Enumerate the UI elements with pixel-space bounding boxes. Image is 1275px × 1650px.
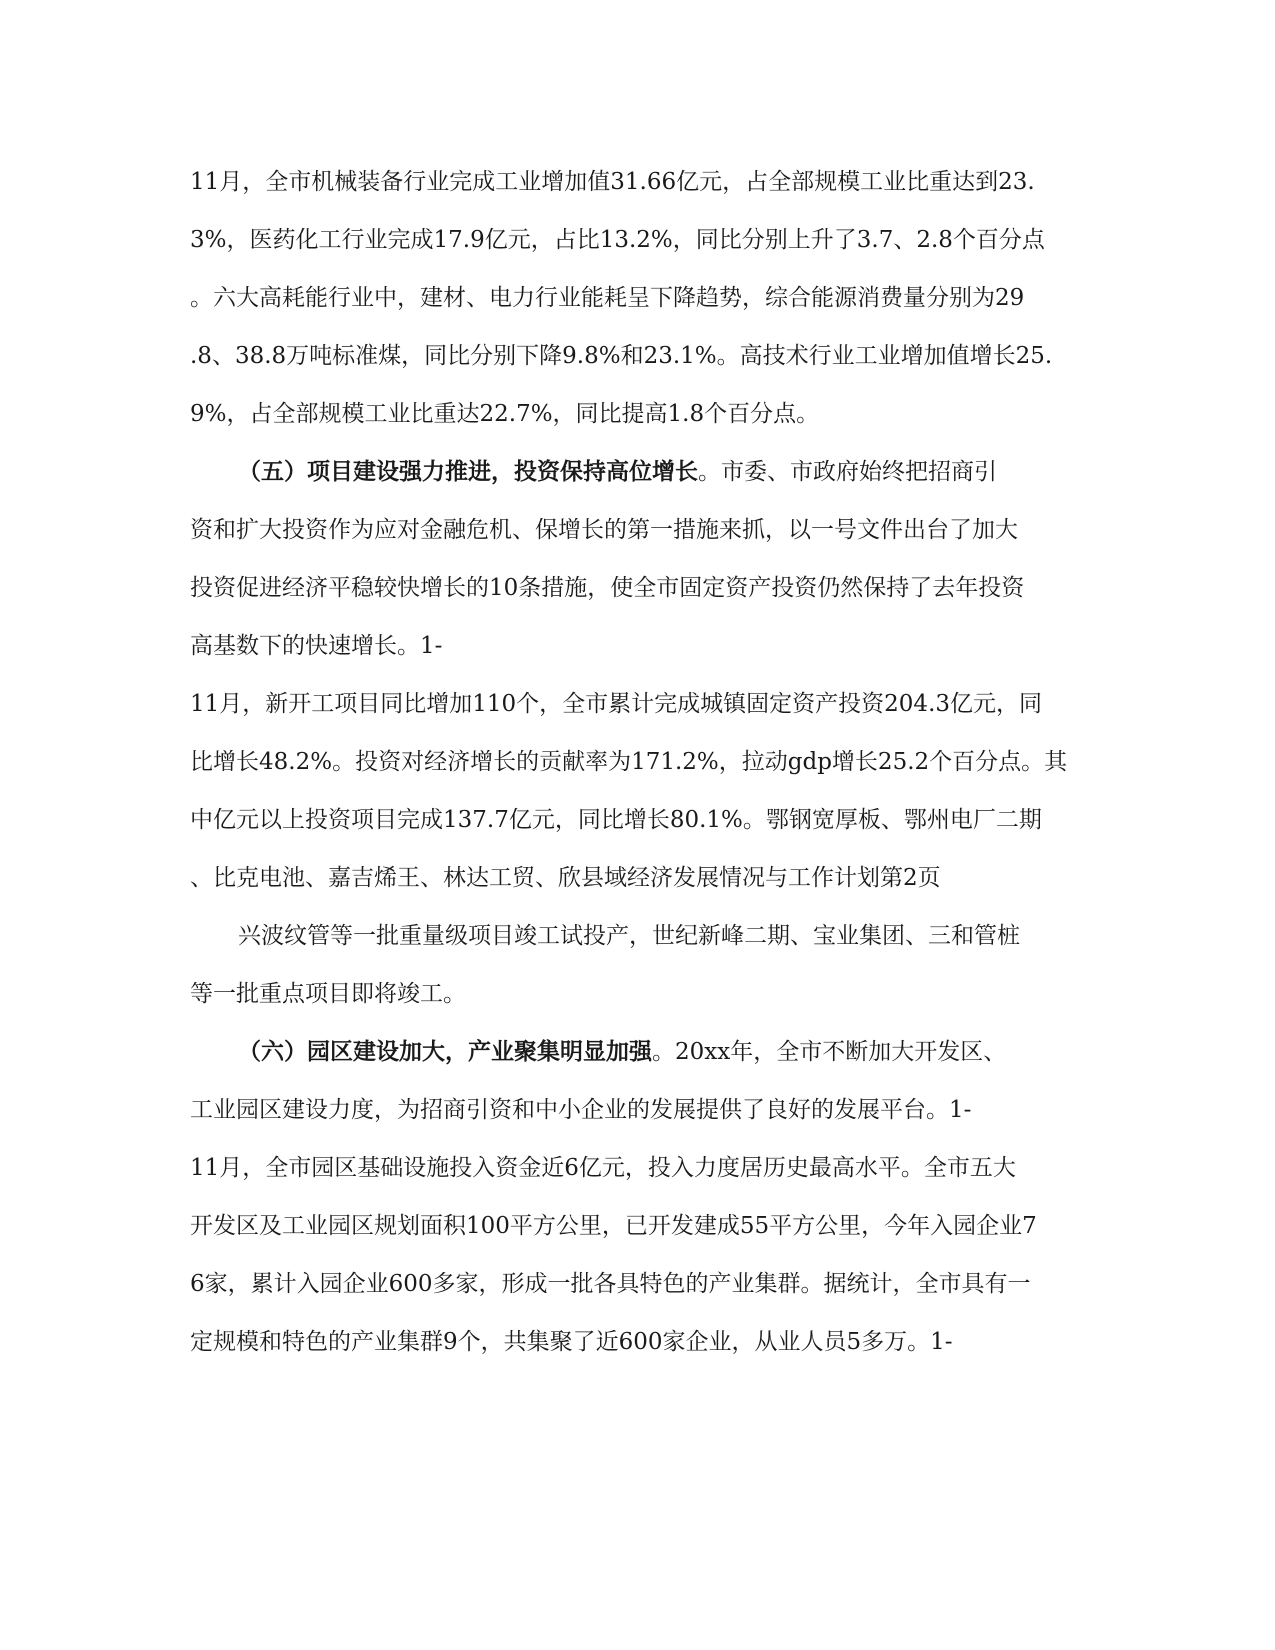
section-5-heading: （五）项目建设强力推进，投资保持高位增长 (238, 458, 698, 485)
paragraph-2-line-7: 中亿元以上投资项目完成137.7亿元，同比增长80.1%。鄂钢宽厚板、鄂州电厂二期 (190, 807, 1042, 833)
paragraph-1-line-3: 。六大高耗能行业中，建材、电力行业能耗呈下降趋势，综合能源消费量分别为29 (190, 285, 1025, 311)
paragraph-4-line-2: 工业园区建设力度，为招商引资和中小企业的发展提供了良好的发展平台。1- (190, 1097, 972, 1123)
paragraph-4-line-1 (238, 1032, 1006, 1072)
paragraph-2-line-1-text: 。市委、市政府始终把招商引 (698, 459, 997, 485)
paragraph-2-line-6: 比增长48.2%。投资对经济增长的贡献率为171.2%，拉动gdp增长25.2个百分点。其 (190, 749, 1068, 775)
paragraph-3-line-2: 等一批重点项目即将竣工。 (190, 981, 466, 1007)
paragraph-2-line-5: 11月，新开工项目同比增加110个，全市累计完成城镇固定资产投资204.3亿元，同 (190, 691, 1043, 717)
paragraph-2-line-3: 投资促进经济平稳较快增长的10条措施，使全市固定资产投资仍然保持了去年投资 (190, 575, 1025, 601)
paragraph-1-line-2: 3%，医药化工行业完成17.9亿元，占比13.2%，同比分别上升了3.7、2.8个百分点 (190, 227, 1045, 253)
paragraph-1-line-1: 11月，全市机械装备行业完成工业增加值31.66亿元，占全部规模工业比重达到23. (190, 169, 1035, 195)
paragraph-4-line-3: 11月，全市园区基础设施投入资金近6亿元，投入力度居历史最高水平。全市五大 (190, 1155, 1016, 1181)
paragraph-2-line-1 (238, 452, 997, 492)
paragraph-4-line-4: 开发区及工业园区规划面积100平方公里，已开发建成55平方公里，今年入园企业7 (190, 1213, 1037, 1239)
paragraph-4-line-5: 6家，累计入园企业600多家，形成一批各具特色的产业集群。据统计，全市具有一 (190, 1271, 1031, 1297)
paragraph-1-line-5: 9%，占全部规模工业比重达22.7%，同比提高1.8个百分点。 (190, 401, 820, 427)
paragraph-4-line-1-text: 。20xx年，全市不断加大开发区、 (652, 1039, 1007, 1065)
paragraph-2-line-8: 、比克电池、嘉吉烯王、林达工贸、欣县域经济发展情况与工作计划第2页 (190, 865, 941, 891)
paragraph-2-line-2: 资和扩大投资作为应对金融危机、保增长的第一措施来抓，以一号文件出台了加大 (190, 517, 1018, 543)
paragraph-4-line-6: 定规模和特色的产业集群9个，共集聚了近600家企业，从业人员5多万。1- (190, 1329, 953, 1355)
section-6-heading: （六）园区建设加大，产业聚集明显加强 (238, 1038, 652, 1065)
paragraph-1-line-4: .8、38.8万吨标准煤，同比分别下降9.8%和23.1%。高技术行业工业增加值增长25. (190, 343, 1053, 369)
paragraph-2-line-4: 高基数下的快速增长。1- (190, 633, 443, 659)
paragraph-3-line-1: 兴波纹管等一批重量级项目竣工试投产，世纪新峰二期、宝业集团、三和管桩 (238, 923, 1020, 949)
